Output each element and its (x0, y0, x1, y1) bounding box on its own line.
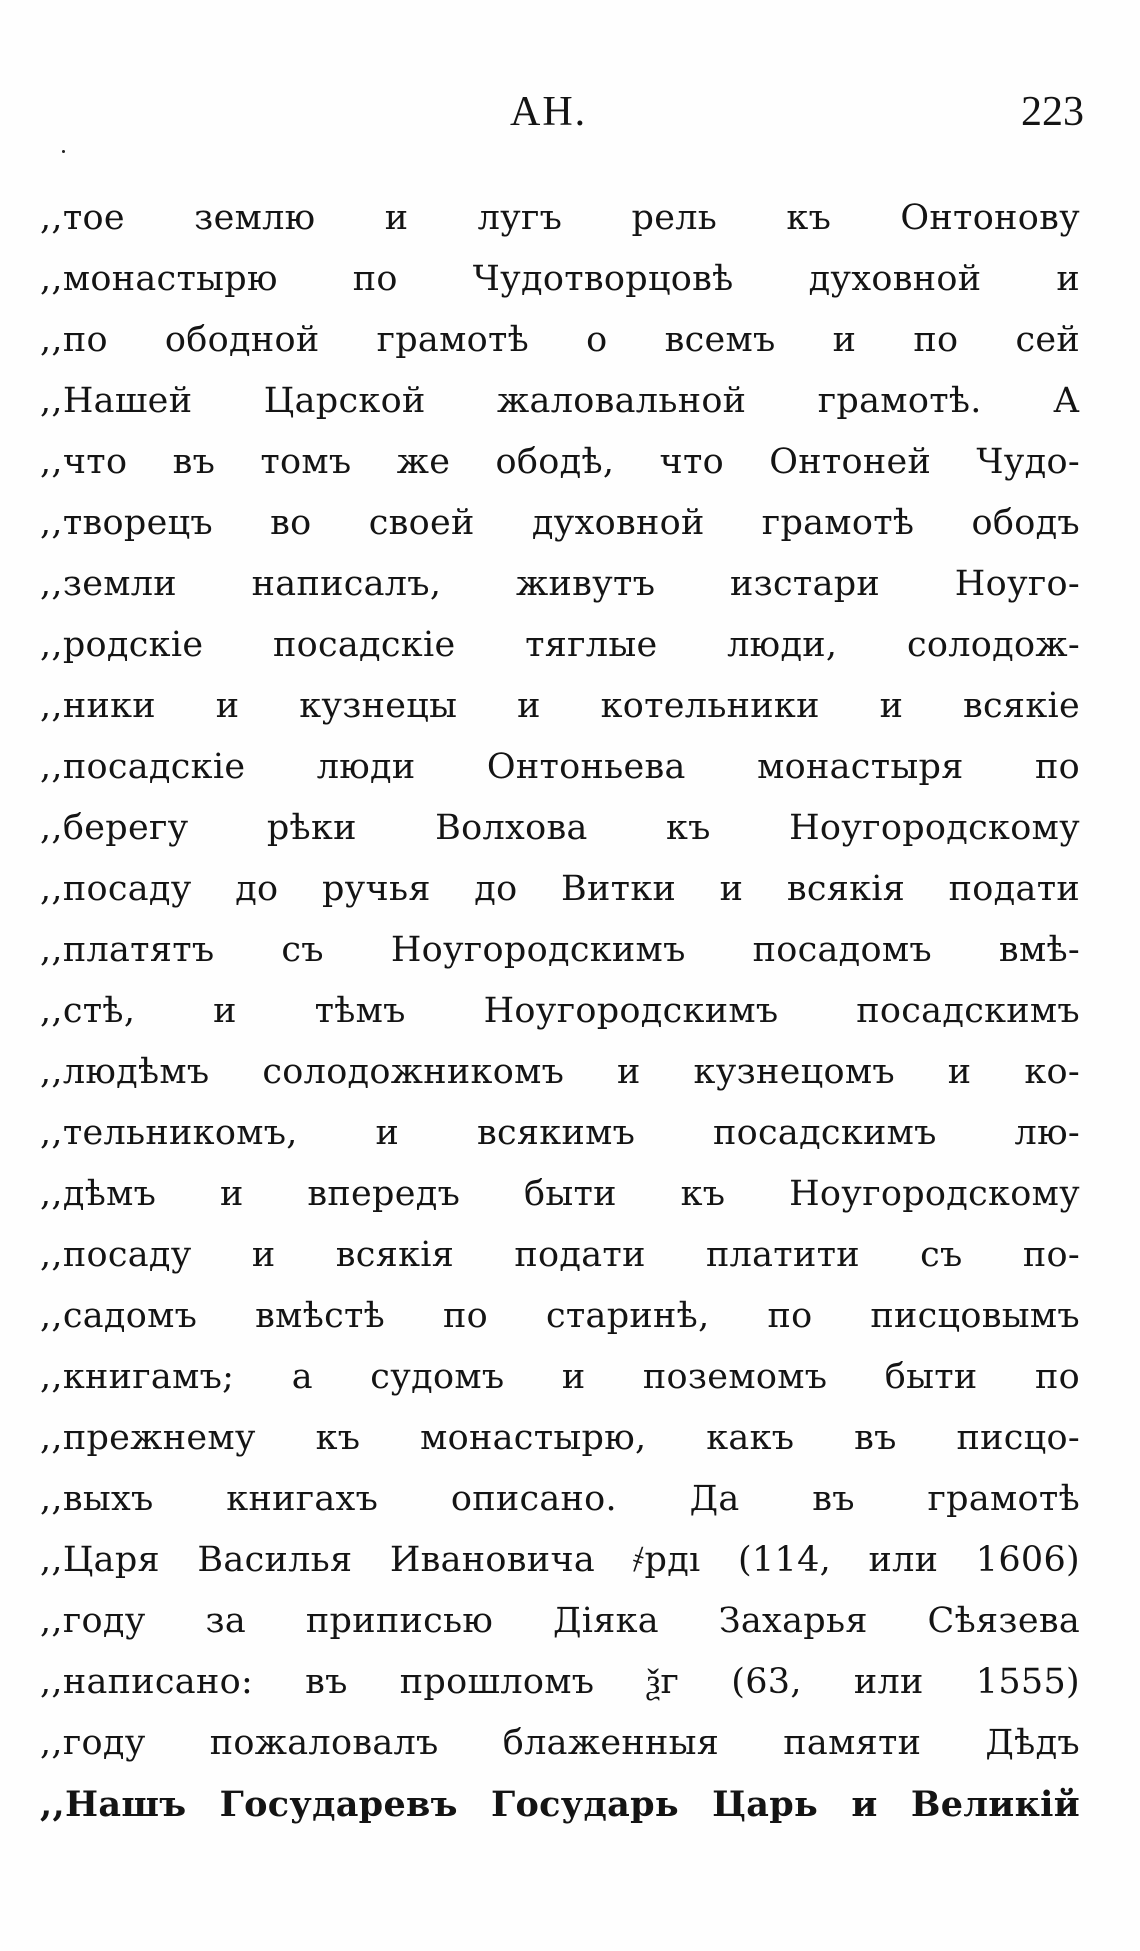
text-line: ,,земли написалъ, живутъ изстари Ноуго- (40, 564, 1080, 604)
text-line: ,,тельникомъ, и всякимъ посадскимъ лю- (40, 1113, 1080, 1153)
text-line: ,,году пожаловалъ блаженныя памяти Дѣдъ (40, 1723, 1080, 1763)
text-line: ,,стѣ, и тѣмъ Ноугородскимъ посадскимъ (40, 991, 1080, 1031)
text-line: ,,посаду до ручья до Витки и всякія подати (40, 869, 1080, 909)
text-line: ,,Нашъ Государевъ Государь Царь и Великій (40, 1784, 1080, 1825)
page-header (0, 88, 1140, 148)
text-line: ,,посадскіе люди Онтоньева монастыря по (40, 747, 1080, 787)
text-line: ,,ники и кузнецы и котельники и всякіе (40, 686, 1080, 726)
text-line: ,,монастырю по Чудотворцовѣ духовной и (40, 259, 1080, 299)
text-line: ,,по ободной грамотѣ о всемъ и по сей (40, 320, 1080, 360)
text-line: ,,Нашей Царской жаловальной грамотѣ. А (40, 381, 1080, 421)
text-line: ,,прежнему къ монастырю, какъ въ писцо- (40, 1418, 1080, 1458)
running-head: АН. (510, 89, 588, 135)
text-line: ,,берегу рѣки Волхова къ Ноугородскому (40, 808, 1080, 848)
text-line: ,,садомъ вмѣстѣ по старинѣ, по писцовымъ (40, 1296, 1080, 1336)
text-line: ,,дѣмъ и впередъ быти къ Ноугородскому (40, 1174, 1080, 1214)
text-line: ,,людѣмъ солодожникомъ и кузнецомъ и ко- (40, 1052, 1080, 1092)
text-line: ,,родскіе посадскіе тяглые люди, солодож- (40, 625, 1080, 665)
text-line: ,,посаду и всякія подати платити съ по- (40, 1235, 1080, 1275)
body-text (40, 188, 1080, 1835)
text-line: ,,книгамъ; а судомъ и поземомъ быти по (40, 1357, 1080, 1397)
text-line: ,,творецъ во своей духовной грамотѣ ободъ (40, 503, 1080, 543)
text-line: ,,что въ томъ же ободѣ, что Онтоней Чудо- (40, 442, 1080, 482)
page-number: 223 (1021, 89, 1084, 135)
text-line: ,,написано: въ прошломъ ѯг (63, или 1555) (40, 1662, 1080, 1702)
text-line: ,,году за приписью Діяка Захарья Сѣязева (40, 1601, 1080, 1641)
text-line: ,,выхъ книгахъ описано. Да въ грамотѣ (40, 1479, 1080, 1519)
text-line: ,,платятъ съ Ноугородскимъ посадомъ вмѣ- (40, 930, 1080, 970)
text-line: ,,тое землю и лугъ рель къ Онтонову (40, 198, 1080, 238)
text-line: ,,Царя Василья Ивановича ҂рдı (114, или 1606) (40, 1540, 1080, 1580)
ink-speck (62, 150, 65, 153)
